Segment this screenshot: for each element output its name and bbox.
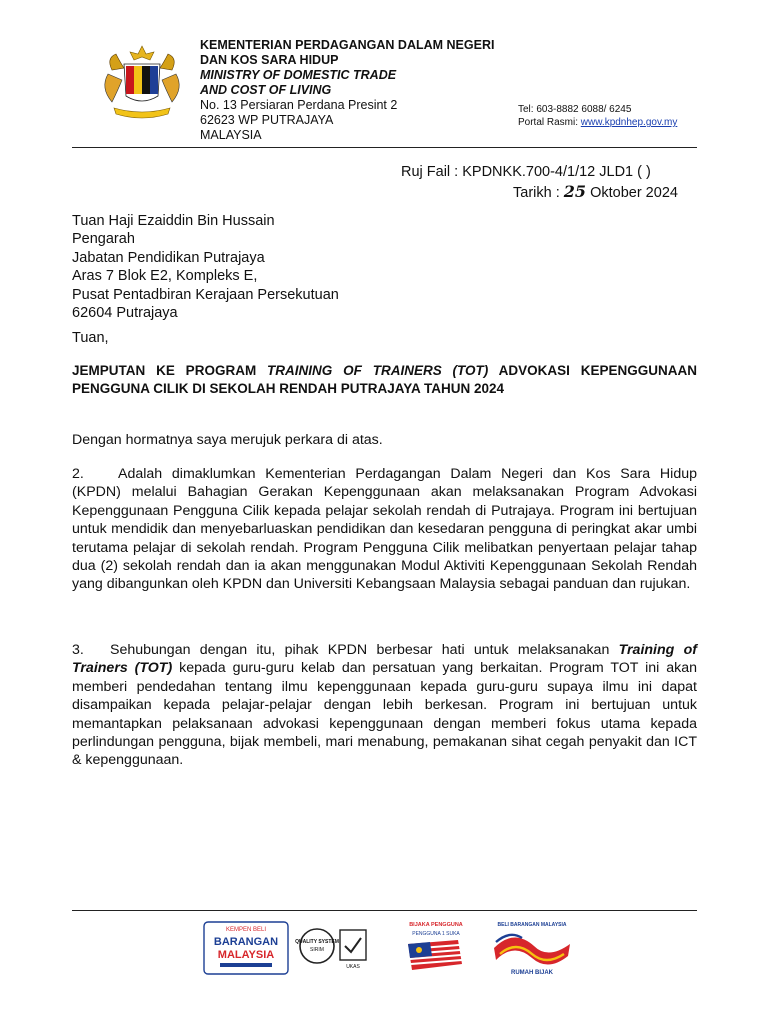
address-line-1: No. 13 Persiaran Perdana Presint 2 [200, 98, 398, 112]
address-line-3: MALAYSIA [200, 128, 262, 142]
logo1-top: KEMPEN BELI [225, 927, 267, 933]
bijak-pengguna-logo [408, 922, 463, 970]
date-month-year: Oktober 2024 [590, 185, 678, 201]
agency-name-malay-2: DAN KOS SARA HIDUP [200, 53, 339, 67]
paragraph-3-text-b: kepada guru-guru kelab dan persatuan yang berkaitan. Program TOT ini akan memberi pendedahan tentang ilmu kepenggunaan kepada guru-guru supaya ilmu ini dapat disampaikan kepada pelajar-pelajar dengan lebih berkesan. Program ini bertujuan untuk memantapkan pelaksanaan advokasi kepenggunaan dengan memberi fokus utama kepada perlindungan pengguna, bijak membeli, mari menabung, pemakanan sihat cegah penyakit dan ICT & kepenggunaan. [72, 660, 697, 769]
paragraph-2-number: 2. [72, 466, 84, 482]
date-day-handwritten: 25 [563, 182, 587, 201]
address-line-2: 62623 WP PUTRAJAYA [200, 113, 334, 127]
recipient-org: Jabatan Pendidikan Putrajaya [72, 249, 265, 266]
logo3-title: BIJAKA PENGGUNA [409, 922, 463, 928]
letter-subject [72, 362, 697, 397]
contact-info [518, 103, 677, 129]
date-line [401, 182, 678, 203]
portal-line [518, 116, 677, 129]
subject-part-2: ADVOKASI KEPENGGUNAAN PENGGUNA CILIK DI SEKOLAH RENDAH PUTRAJAYA TAHUN 2024 [72, 363, 697, 396]
sirim-quality-logo [295, 929, 366, 970]
paragraph-3 [72, 641, 697, 770]
agency-name-english-2: AND COST OF LIVING [200, 83, 332, 97]
logo1-mid: BARANGAN [213, 936, 279, 948]
buy-malaysian-logo [204, 922, 288, 974]
portal-link[interactable]: www.kpdnhep.gov.my [580, 117, 678, 128]
reference-block [401, 163, 678, 203]
telephone: Tel: 603-8882 6088/ 6245 [518, 104, 632, 115]
paragraph-2 [72, 465, 697, 594]
paragraph-3-number: 3. [72, 642, 84, 658]
malaysia-coat-of-arms-icon [96, 44, 188, 124]
subject-part-1: JEMPUTAN KE PROGRAM [72, 363, 268, 378]
salutation: Tuan, [72, 330, 109, 346]
logo2-sub: UKAS [346, 964, 360, 970]
logo4-title: BELI BARANGAN MALAYSIA [497, 922, 567, 928]
date-label: Tarikh : [513, 185, 560, 201]
file-reference: Ruj Fail : KPDNKK.700-4/1/12 JLD1 ( ) [401, 164, 651, 180]
paragraph-1: Dengan hormatnya saya merujuk perkara di atas. [72, 432, 383, 448]
paragraph-2-text: Adalah dimaklumkan Kementerian Perdagangan Dalam Negeri dan Kos Sara Hidup (KPDN) melalui Bahagian Gerakan Kepenggunaan akan melaksanakan Program Advokasi Kepenggunaan Pengguna Cilik kepada pelajar sekolah rendah di Putrajaya. Program ini bertujuan untuk mendidik dan menyebarluaskan pendidikan dan kesedaran pengguna di peringkat akar umbi terutama pelajar di sekolah rendah. Program Pengguna Cilik melibatkan penyertaan pelajar tahap dua (2) sekolah rendah dan ia akan menggunakan Modul Aktiviti Kepenggunaan Sekolah Rendah yang dibangunkan oleh KPDN dan Universiti Kebangsaan Malaysia sebagai panduan dan rujukan. [72, 466, 697, 593]
paragraph-3-text-a: Sehubungan dengan itu, pihak KPDN berbesar hati untuk melaksanakan [110, 642, 619, 658]
logo1-bottom: MALAYSIA [217, 949, 275, 961]
logo3-sub: PENGGUNA 1 SUKA [412, 931, 460, 937]
beli-barangan-malaysia-logo [494, 922, 570, 976]
ministry-letterhead [200, 38, 530, 143]
paragraph-3-emphasis: Training of Trainers (TOT) [72, 642, 697, 677]
recipient-addr-2: Pusat Pentadbiran Kerajaan Persekutuan [72, 286, 339, 303]
footer-divider [72, 910, 697, 911]
recipient-name: Tuan Haji Ezaiddin Bin Hussain [72, 213, 275, 229]
header-divider [72, 147, 697, 148]
footer-logos [196, 916, 576, 978]
agency-name-english-1: MINISTRY OF DOMESTIC TRADE [200, 68, 397, 82]
recipient-addr-1: Aras 7 Blok E2, Kompleks E, [72, 268, 258, 285]
subject-italic: TRAINING OF TRAINERS (TOT) [267, 363, 489, 378]
recipient-title: Pengarah [72, 231, 135, 248]
logo4-sub: RUMAH BIJAK [511, 970, 553, 976]
agency-name-malay-1: KEMENTERIAN PERDAGANGAN DALAM NEGERI [200, 38, 495, 52]
recipient-address [72, 212, 339, 322]
logo2-label: QUALITY SYSTEM [295, 939, 339, 945]
logo2-caption: SIRIM [310, 947, 324, 953]
recipient-addr-3: 62604 Putrajaya [72, 305, 178, 322]
portal-label: Portal Rasmi: [518, 117, 579, 128]
